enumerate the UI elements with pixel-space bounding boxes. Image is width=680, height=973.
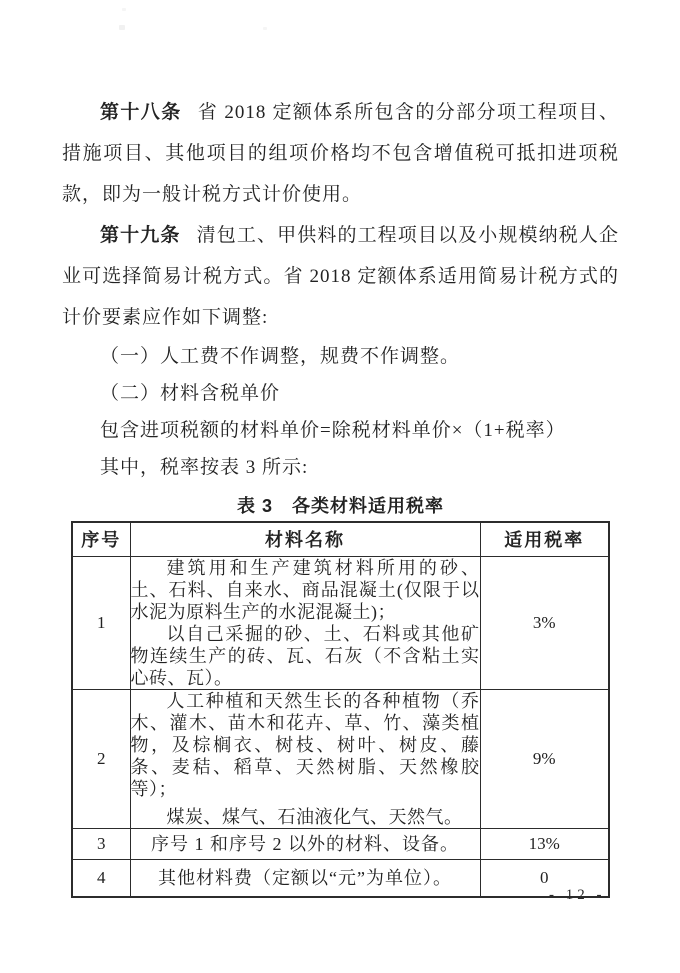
header-applicable-rate: 适用税率 [480, 522, 609, 556]
table-title: 表 3 各类材料适用税率 [236, 496, 444, 516]
scan-artifact [263, 27, 267, 30]
row-4-serial: 4 [72, 859, 130, 897]
table-row [72, 689, 609, 828]
header-serial-number: 序号 [72, 522, 130, 556]
article-18-text: 省 2018 定额体系所包含的分部分项工程项目、措施项目、其他项目的组项价格均不包含增值税可抵扣进项税款，即为一般计税方式计价使用。 [62, 102, 619, 205]
scan-artifact [122, 8, 126, 11]
row-3-material-paragraph: 序号 1 和序号 2 以外的材料、设备。 [151, 833, 459, 854]
row-1-material-paragraph: 建筑用和生产建筑材料所用的砂、土、石料、自来水、商品混凝土(仅限于以水泥为原料生产的水泥混凝土)； [130, 557, 480, 622]
paragraph-article-18 [62, 92, 619, 215]
clause-item-1: （一）人工费不作调整，规费不作调整。 [100, 346, 461, 367]
table-row [72, 556, 609, 689]
table-row [72, 859, 609, 897]
article-19-number: 第十九条 [100, 225, 181, 246]
row-2-serial: 2 [72, 689, 130, 828]
row-1-material-paragraph: 以自己采掘的砂、土、石料或其他矿物连续生产的砖、瓦、石灰（不含粘土实心砖、瓦）。 [130, 623, 480, 688]
row-3-rate: 13% [480, 828, 609, 859]
table-header-row [72, 522, 609, 556]
tax-rate-table [71, 521, 610, 898]
row-1-serial: 1 [72, 556, 130, 689]
header-material-name: 材料名称 [130, 522, 480, 556]
page-number: - 12 - [549, 887, 606, 903]
table-row [72, 828, 609, 859]
row-4-material-paragraph: 其他材料费（定额以“元”为单位）。 [158, 867, 452, 888]
article-18-number: 第十八条 [100, 102, 182, 123]
row-3-material [130, 828, 480, 859]
row-2-rate: 9% [480, 689, 609, 828]
scan-artifact [119, 25, 125, 30]
row-4-rate: 0 [480, 859, 609, 897]
row-2-material-paragraph: 人工种植和天然生长的各种植物（乔木、灌木、苗木和花卉、草、竹、藻类植物，及棕榈衣、树枝、树叶、树皮、藤条、麦秸、稻草、天然树脂、天然橡胶等）； [130, 690, 480, 799]
row-1-material [130, 556, 480, 689]
row-4-material [130, 859, 480, 897]
document-body [62, 92, 619, 898]
clause-item-4: 其中，税率按表 3 所示: [100, 457, 309, 478]
paragraph-article-19 [62, 215, 619, 338]
clause-formula: 包含进项税额的材料单价=除税材料单价×（1+税率） [100, 420, 566, 441]
article-19-text: 清包工、甲供料的工程项目以及小规模纳税人企业可选择简易计税方式。省 2018 定额体系适用简易计税方式的计价要素应作如下调整: [62, 225, 619, 328]
row-2-material [130, 689, 480, 828]
row-3-serial: 3 [72, 828, 130, 859]
row-2-material-paragraph: 煤炭、煤气、石油液化气、天然气。 [166, 806, 463, 827]
row-1-rate: 3% [480, 556, 609, 689]
clause-item-2: （二）材料含税单价 [100, 383, 281, 404]
